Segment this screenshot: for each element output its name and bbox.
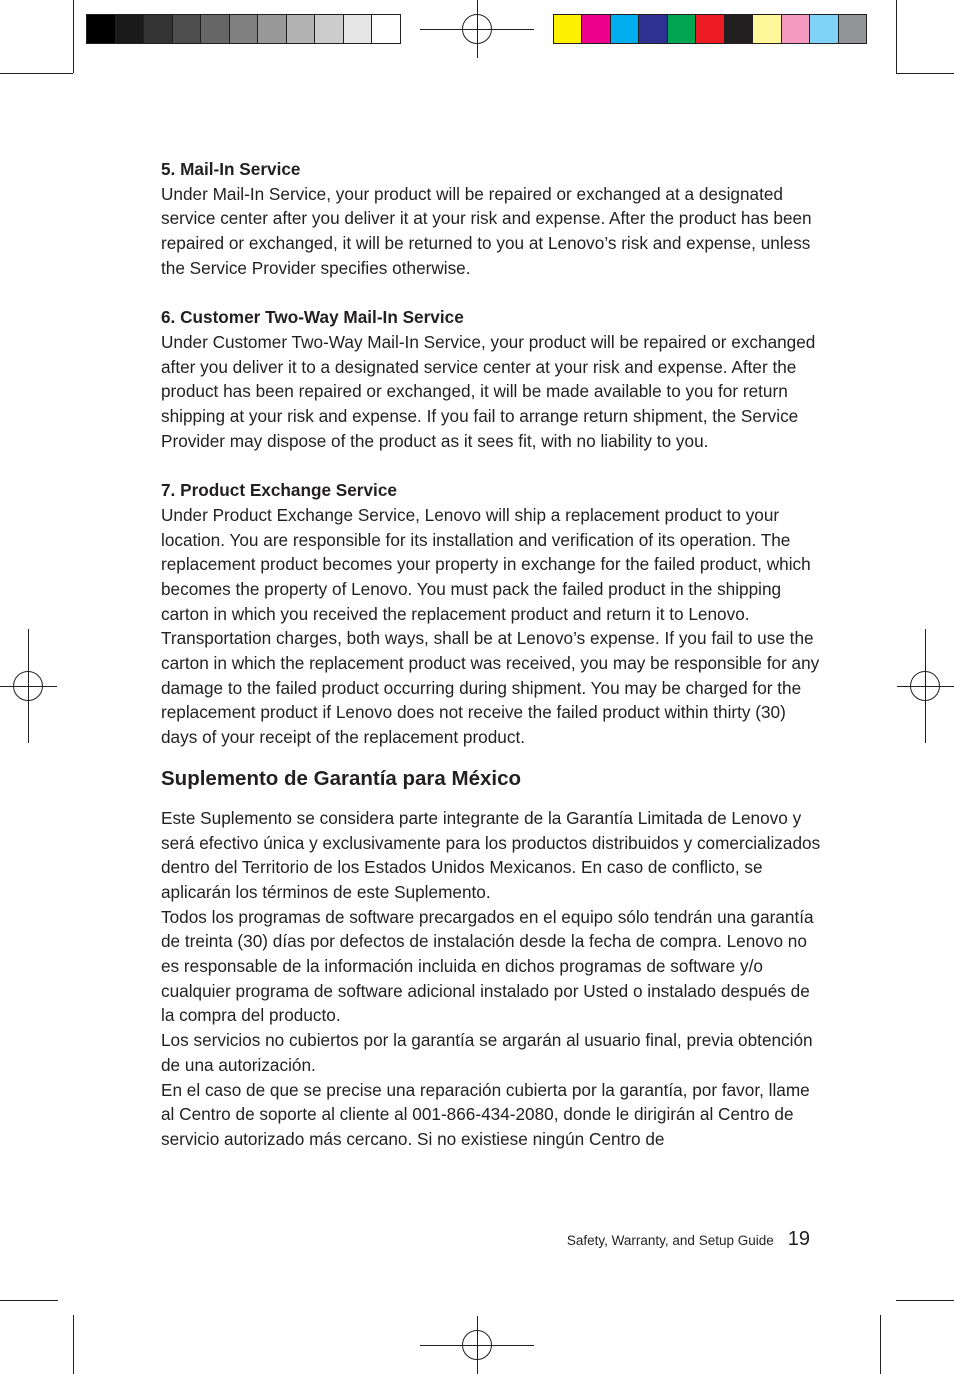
section-body: Under Customer Two-Way Mail-In Service, your product will be repaired or exchanged after you deliver it to a designated service center at your risk and expense. After the product has been repaired or exchanged, it will be made available to you for return shipping at your risk and expense. If you fail to arrange return shipment, the Service Provider may dispose of the product as it sees fit, with no liability to you.: [161, 331, 816, 451]
color-swatch: [839, 15, 866, 43]
mexico-paragraph: Todos los programas de software precargados en el equipo sólo tendrán una garantía de treinta (30) días por defectos de instalación desde la fecha de compra. Lenovo no es responsable de la información incluida en dichos programas de software y/o cualquier programa de software adicional instalado por Usted o instalado después de la compra del producto.: [161, 906, 814, 1026]
section-two-way-mail-in: [161, 305, 821, 453]
section-body: Under Product Exchange Service, Lenovo will ship a replacement product to your location. You are responsible for its installation and verification of its operation. The replacement product becomes your property in exchange for the failed product, which becomes the property of Lenovo. You must pack the failed product in the shipping carton in which you received the replacement product and return it to Lenovo. Transportation charges, both ways, shall be at Lenovo’s expense. If you fail to use the carton in which the replacement product was received, you may be responsible for any damage to the failed product occurring during shipment. You may be charged for the replacement product if Lenovo does not receive the failed product within thirty (30) days of your receipt of the replacement product.: [161, 504, 820, 748]
mexico-paragraph: En el caso de que se precise una reparación cubierta por la garantía, por favor, llame al Centro de soporte al cliente al 001-866-434-2080, donde le dirigirán al Centro de servicio autorizado más cercano. Si no existiese ningún Centro de: [161, 1079, 810, 1149]
color-swatch: [611, 15, 639, 43]
color-swatch: [725, 15, 753, 43]
color-swatch: [258, 15, 287, 43]
color-swatch: [696, 15, 724, 43]
color-swatch: [315, 15, 344, 43]
section-title: 5. Mail-In Service: [161, 159, 301, 179]
footer-guide-title: Safety, Warranty, and Setup Guide: [566, 1233, 774, 1248]
color-swatch: [230, 15, 259, 43]
mexico-paragraph: Los servicios no cubiertos por la garantía se argarán al usuario final, previa obtención de una autorización.: [161, 1030, 813, 1075]
color-swatch: [554, 15, 582, 43]
color-swatch: [782, 15, 810, 43]
page-content: [161, 157, 821, 1152]
color-swatch: [173, 15, 202, 43]
grayscale-calibration-bar: [86, 14, 401, 44]
color-swatch: [116, 15, 145, 43]
page-number: 19: [787, 1228, 810, 1250]
section-body: Under Mail-In Service, your product will be repaired or exchanged at a designated service center after you deliver it at your risk and expense. After the product has been repaired or exchanged, it will be returned to you at Lenovo’s risk and expense, unless the Service Provider specifies otherwise.: [161, 183, 812, 278]
color-calibration-bar: [553, 14, 867, 44]
page-footer: [567, 1228, 810, 1251]
color-swatch: [144, 15, 173, 43]
section-title: 7. Product Exchange Service: [161, 480, 397, 501]
color-swatch: [344, 15, 373, 43]
color-swatch: [201, 15, 230, 43]
section-product-exchange: [161, 478, 821, 750]
color-swatch: [372, 15, 400, 43]
color-swatch: [287, 15, 316, 43]
color-swatch: [668, 15, 696, 43]
mexico-supplement-heading: Suplemento de Garantía para México: [161, 766, 521, 790]
color-swatch: [639, 15, 667, 43]
mexico-paragraph: Este Suplemento se considera parte integrante de la Garantía Limitada de Lenovo y será efectivo única y exclusivamente para los productos distribuidos y comercializados dentro del Territorio de los Estados Unidos Mexicanos. En caso de conflicto, se aplicarán los términos de este Suplemento.: [161, 807, 821, 902]
color-swatch: [87, 15, 116, 43]
color-swatch: [753, 15, 781, 43]
section-mail-in-service: [161, 157, 821, 281]
color-swatch: [810, 15, 838, 43]
section-title: 6. Customer Two-Way Mail-In Service: [161, 307, 464, 328]
color-swatch: [582, 15, 610, 43]
